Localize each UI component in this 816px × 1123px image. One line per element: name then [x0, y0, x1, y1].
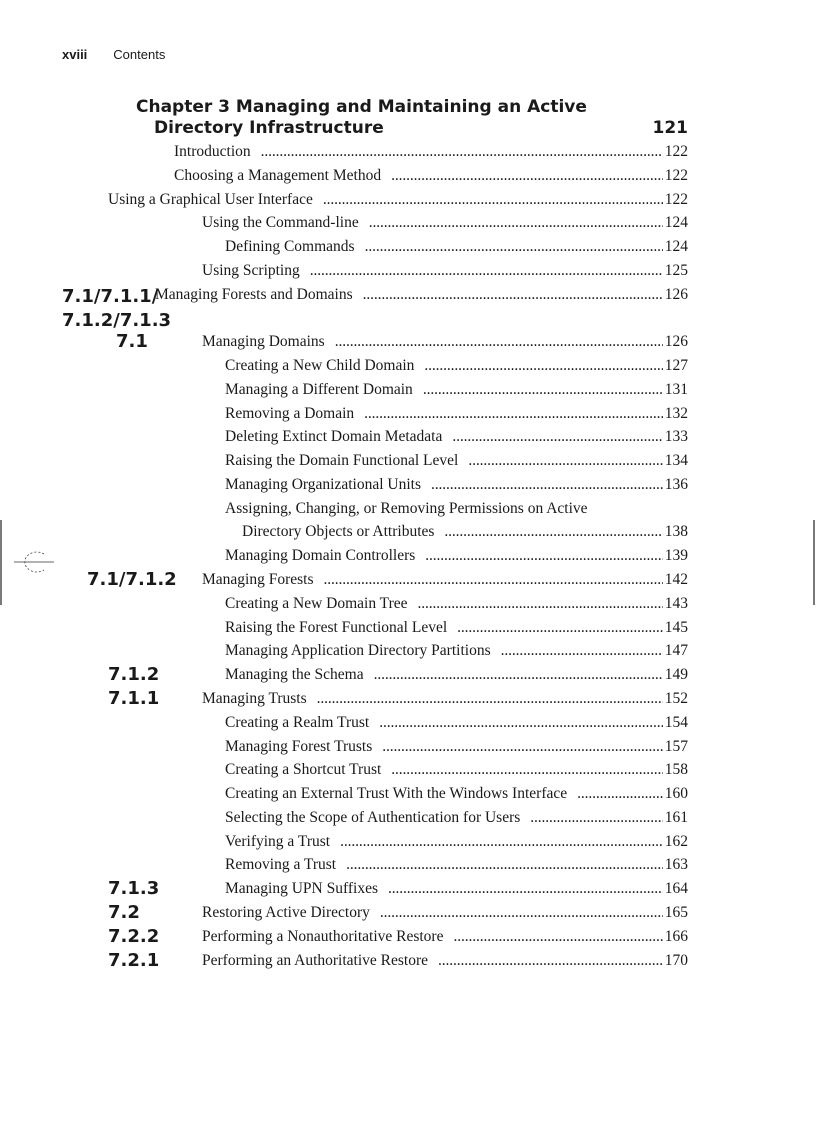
leader-dots — [365, 238, 663, 256]
chapter-heading — [136, 97, 688, 139]
toc-entry: Raising the Forest Functional Level . . . 145 — [225, 619, 688, 643]
toc-entry: Creating a New Child Domain . . . 127 — [225, 357, 688, 381]
toc-entry: Performing an Authoritative Restore . . . 170 — [202, 952, 688, 976]
toc-page-number: 126 — [664, 286, 688, 303]
toc-page-number: 124 — [664, 238, 688, 255]
leader-dots — [317, 690, 663, 708]
toc-entry: Using a Graphical User Interface . . . 122 — [108, 191, 688, 215]
toc-entry: Creating a Realm Trust . . . 154 — [225, 714, 688, 738]
leader-dots — [380, 904, 663, 922]
leader-dots — [418, 595, 663, 613]
chapter-title-line1: Chapter 3 Managing and Maintaining an Active — [136, 97, 587, 117]
leader-dots — [323, 191, 663, 209]
toc-entry: Using Scripting . . . 125 — [202, 262, 688, 286]
leader-dots — [530, 809, 662, 827]
objective-tag: 7.1.2 — [108, 664, 160, 685]
toc-entry: Managing Organizational Units . . . 136 — [225, 476, 688, 500]
leader-dots — [468, 452, 662, 470]
toc-entry: Restoring Active Directory . . . 165 — [202, 904, 688, 928]
toc-entry: Managing UPN Suffixes . . . 164 — [225, 880, 688, 904]
header-title: Contents — [113, 47, 166, 62]
leader-dots — [452, 428, 662, 446]
toc-page-number: 131 — [664, 381, 688, 398]
toc-entry: Managing Trusts . . . 152 — [202, 690, 688, 714]
toc-page-number: 124 — [664, 214, 688, 231]
toc-page-number: 165 — [664, 904, 688, 921]
objective-tag: 7.1/7.1.1/ — [62, 286, 159, 307]
toc-entry-line1: Assigning, Changing, or Removing Permissions on Active — [225, 500, 588, 517]
leader-dots — [425, 547, 662, 565]
toc-page-number: 126 — [664, 333, 688, 350]
leader-dots — [261, 143, 663, 161]
objective-tag: 7.1.3 — [108, 878, 160, 899]
registration-mark-icon — [0, 520, 60, 605]
leader-dots — [431, 476, 663, 494]
toc-entry: Managing Application Directory Partitions . . . 147 — [225, 642, 688, 666]
toc-page-number: 160 — [664, 785, 688, 802]
toc-entry: Using the Command-line . . . 124 — [202, 214, 688, 238]
toc-entry: Defining Commands . . . 124 — [225, 238, 688, 262]
toc-page-number: 143 — [664, 595, 688, 612]
toc-page-number: 154 — [664, 714, 688, 731]
toc-entry: Managing Domain Controllers . . . 139 — [225, 547, 688, 571]
toc-entry: Managing a Different Domain . . . 131 — [225, 381, 688, 405]
leader-dots — [382, 738, 662, 756]
leader-dots — [335, 333, 663, 351]
toc-entry: Directory Objects or Attributes . . . 138 — [242, 523, 688, 547]
objective-tag: 7.1.2/7.1.3 — [62, 310, 172, 331]
toc-page-number: 127 — [664, 357, 688, 374]
leader-dots — [346, 856, 663, 874]
toc-page-number: 132 — [664, 405, 688, 422]
leader-dots — [444, 523, 662, 541]
toc-page-number: 125 — [664, 262, 688, 279]
objective-tag: 7.2.2 — [108, 926, 160, 947]
toc-page-number: 161 — [664, 809, 688, 826]
leader-dots — [391, 167, 663, 185]
page-number: xviii — [62, 47, 88, 62]
toc-entry: Removing a Domain . . . 132 — [225, 405, 688, 429]
toc-entry: Performing a Nonauthoritative Restore . . . 166 — [202, 928, 688, 952]
toc-page-number: 138 — [664, 523, 688, 540]
toc-page-number: 162 — [664, 833, 688, 850]
toc-page-number: 158 — [664, 761, 688, 778]
toc-page-number: 139 — [664, 547, 688, 564]
leader-dots — [391, 761, 662, 779]
toc-entry: Verifying a Trust . . . 162 — [225, 833, 688, 857]
leader-dots — [364, 405, 663, 423]
toc-page-number: 163 — [664, 856, 688, 873]
toc-entry: Raising the Domain Functional Level . . . 134 — [225, 452, 688, 476]
toc-entry: Removing a Trust . . . 163 — [225, 856, 688, 880]
toc-entry: Creating an External Trust With the Windows Interface . . . 160 — [225, 785, 688, 809]
leader-dots — [501, 642, 663, 660]
toc-page-number: 122 — [664, 143, 688, 160]
toc-entry: Managing the Schema . . . 149 — [225, 666, 688, 690]
toc-entry: Managing Forest Trusts . . . 157 — [225, 738, 688, 762]
leader-dots — [424, 357, 662, 375]
objective-tag: 7.2.1 — [108, 950, 160, 971]
chapter-title-line2: Directory Infrastructure — [154, 118, 384, 138]
toc-page-number: 142 — [664, 571, 688, 588]
toc-entry: Choosing a Management Method . . . 122 — [174, 167, 688, 191]
toc-page-number: 170 — [664, 952, 688, 969]
objective-tag: 7.1/7.1.2 — [87, 569, 177, 590]
running-header — [62, 47, 165, 62]
crop-mark-icon — [812, 520, 816, 605]
toc-entry: Selecting the Scope of Authentication for Users . . . 161 — [225, 809, 688, 833]
leader-dots — [310, 262, 663, 280]
chapter-page: 121 — [652, 118, 688, 138]
toc-entry: Introduction . . . 122 — [174, 143, 688, 167]
leader-dots — [324, 571, 663, 589]
toc-page-number: 166 — [664, 928, 688, 945]
leader-dots — [457, 619, 663, 637]
toc-entry: Managing Domains . . . 126 — [202, 333, 688, 357]
toc-page-number: 145 — [664, 619, 688, 636]
objective-tag: 7.1.1 — [108, 688, 160, 709]
toc-page-number: 149 — [664, 666, 688, 683]
leader-dots — [438, 952, 663, 970]
toc-page-number: 122 — [664, 167, 688, 184]
toc-entry: Deleting Extinct Domain Metadata . . . 133 — [225, 428, 688, 452]
toc-page-number: 122 — [664, 191, 688, 208]
leader-dots — [577, 785, 663, 803]
toc-page-number: 152 — [664, 690, 688, 707]
leader-dots — [340, 833, 663, 851]
toc-page-number: 164 — [664, 880, 688, 897]
toc-entry: Managing Forests and Domains . . . 126 — [155, 286, 688, 310]
toc-page-number: 133 — [664, 428, 688, 445]
toc-page-number: 136 — [664, 476, 688, 493]
leader-dots — [423, 381, 663, 399]
toc-page-number: 157 — [664, 738, 688, 755]
toc-page-number: 147 — [664, 642, 688, 659]
objective-tag: 7.1 — [116, 331, 148, 352]
objective-tag: 7.2 — [108, 902, 140, 923]
toc-page-number: 134 — [664, 452, 688, 469]
leader-dots — [374, 666, 663, 684]
toc-entry: Creating a Shortcut Trust . . . 158 — [225, 761, 688, 785]
toc-entry: Managing Forests . . . 142 — [202, 571, 688, 595]
leader-dots — [369, 214, 663, 232]
leader-dots — [363, 286, 663, 304]
leader-dots — [388, 880, 663, 898]
leader-dots — [453, 928, 662, 946]
leader-dots — [379, 714, 663, 732]
toc-entry: Creating a New Domain Tree . . . 143 — [225, 595, 688, 619]
